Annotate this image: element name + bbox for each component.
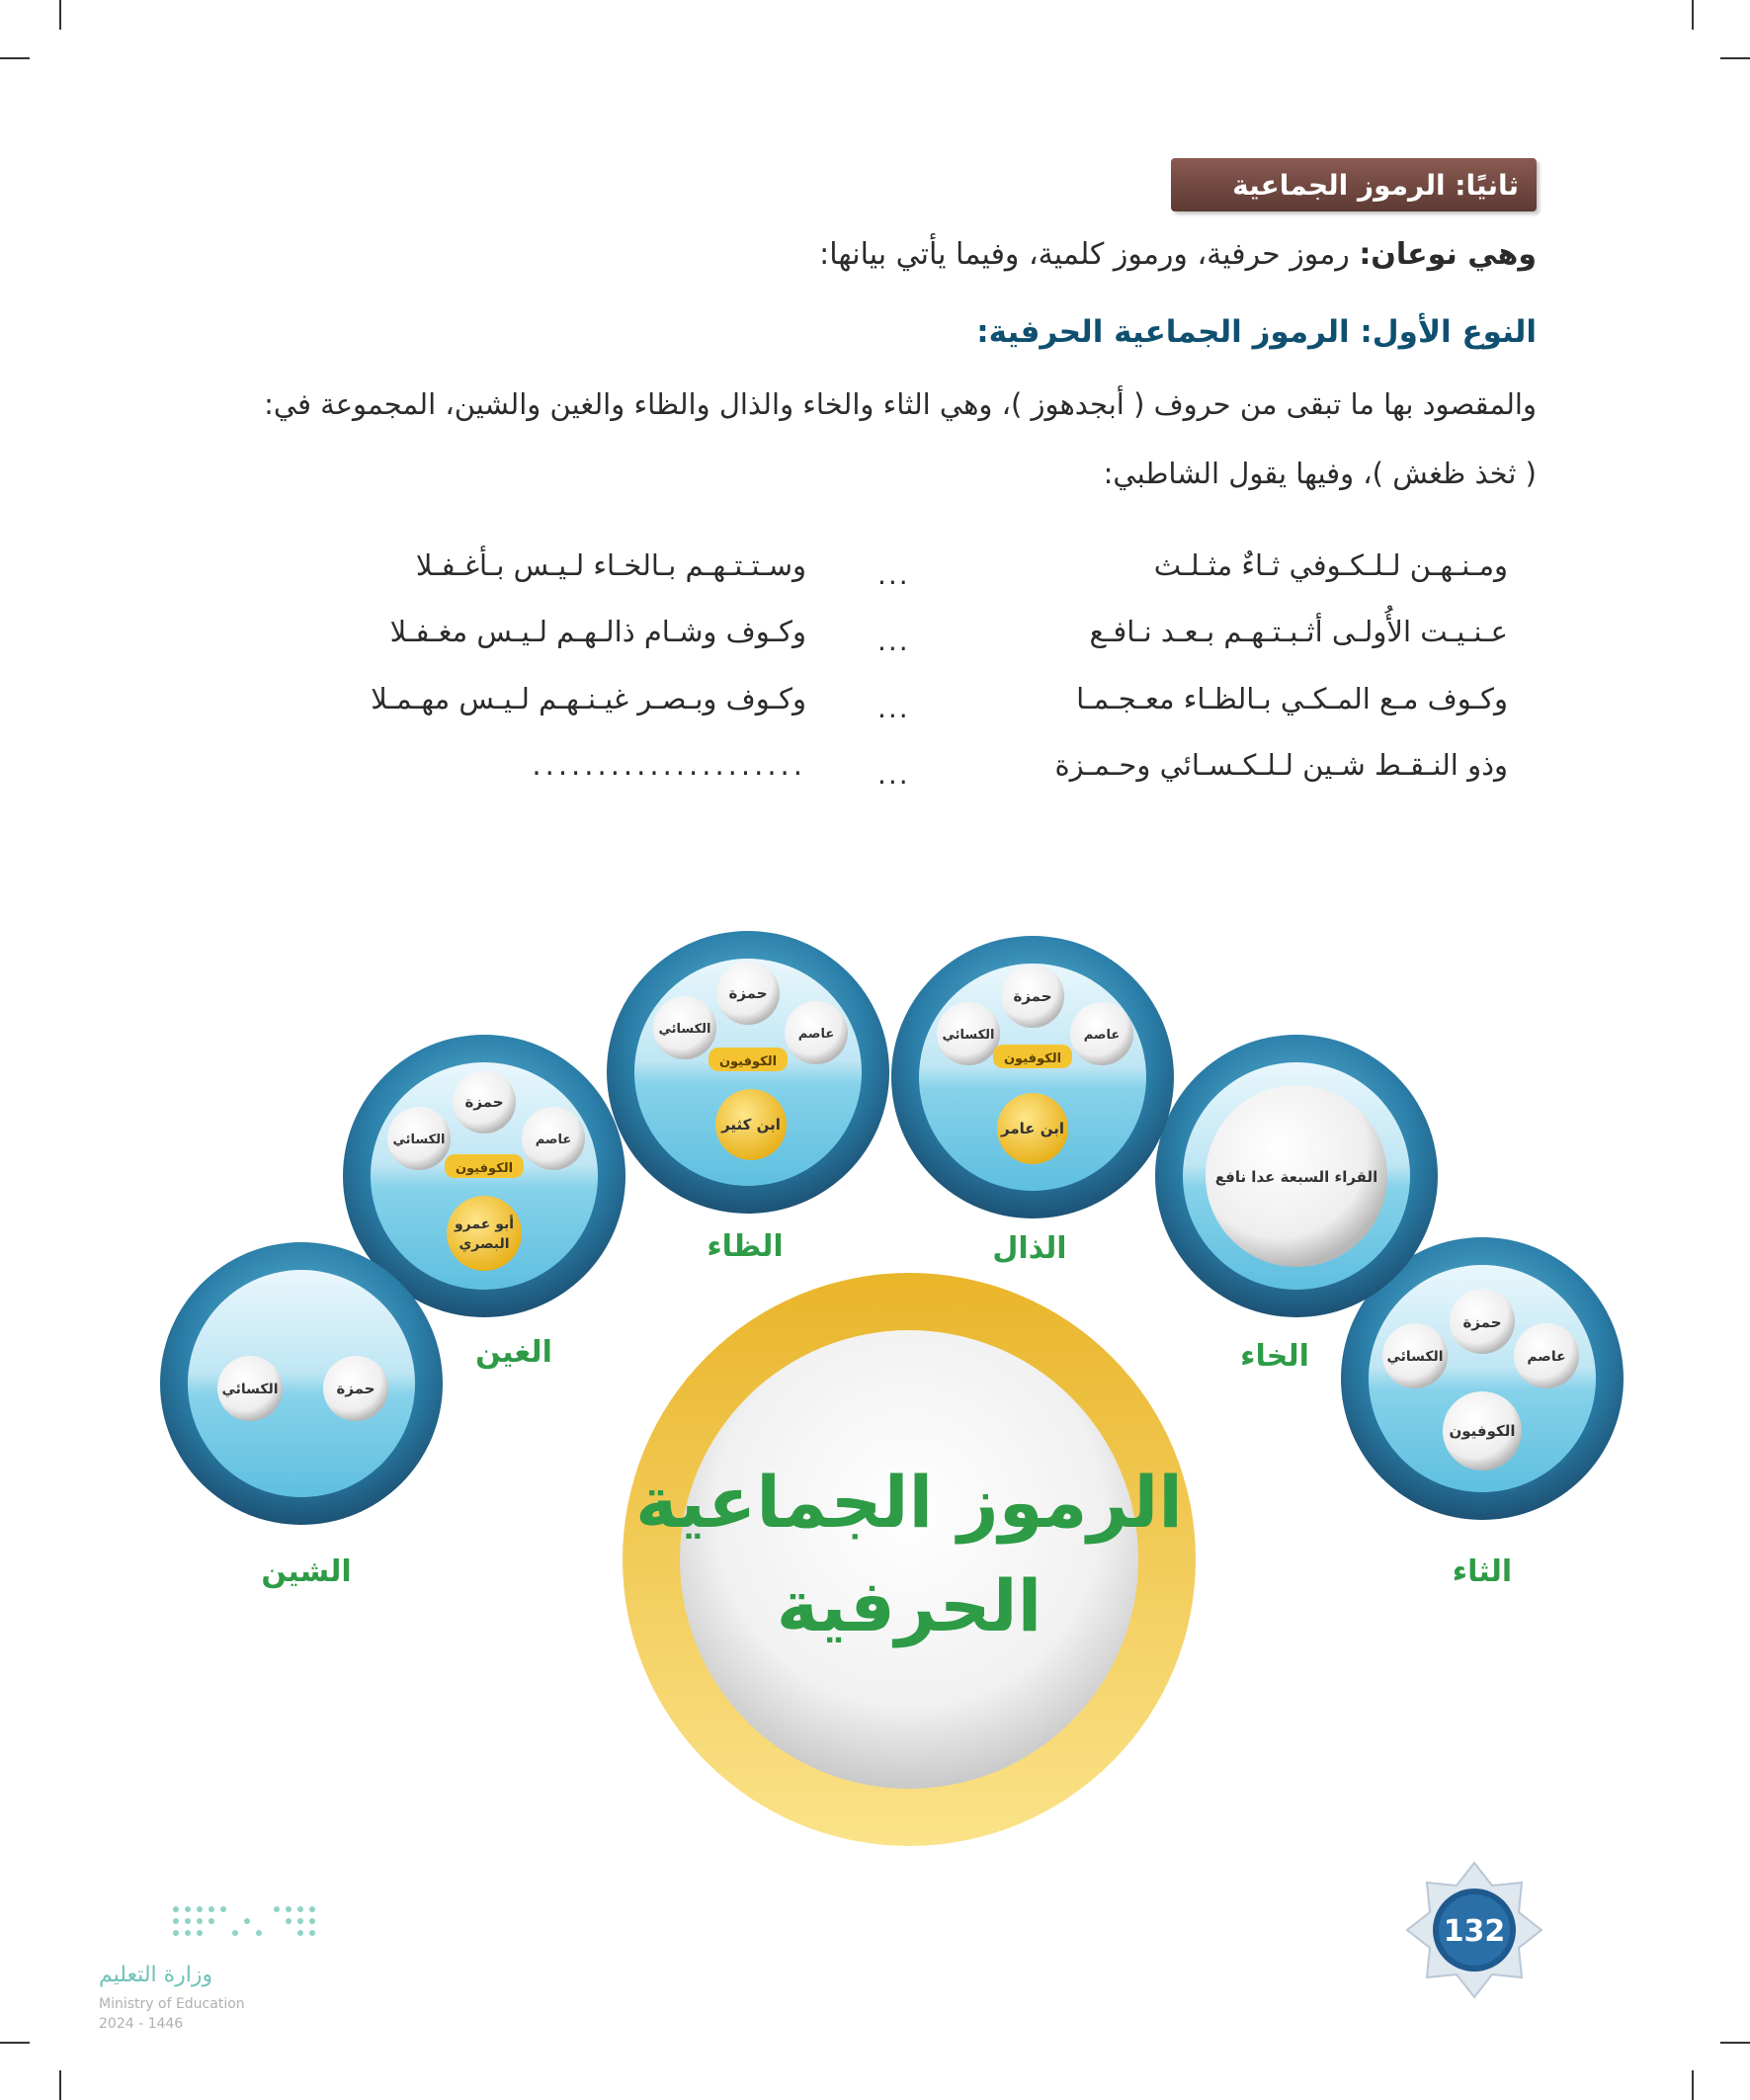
ghain-left: الكسائي <box>392 1133 446 1147</box>
dhal-band: الكوفيون <box>1003 1051 1062 1066</box>
dhal-right: عاصم <box>1083 1028 1121 1043</box>
ghain-bottom-2: البصري <box>458 1236 510 1252</box>
page-number: 132 <box>1443 1914 1506 1949</box>
ghain-right: عاصم <box>535 1133 572 1147</box>
ghain-band: الكوفيون <box>455 1161 514 1176</box>
ministry-year: 2024 - 1446 <box>99 2016 184 2032</box>
dha-band: الكوفيون <box>718 1054 778 1069</box>
ministry-logo-icon <box>173 1906 315 1936</box>
page-number-badge <box>1407 1863 1542 1997</box>
tha-left: الكسائي <box>1386 1349 1444 1365</box>
intro-text: رموز حرفية، ورموز كلمية، وفيما يأتي بيانها: <box>819 237 1360 272</box>
paragraph-line-1: والمقصود بها ما تبقى من حروف ( أبجدهوز )، وهي الثاء والخاء والذال والظاء والغين والشين، المجموعة في: <box>264 387 1537 421</box>
circle-shin <box>160 1242 443 1589</box>
poem-right-3: وكـوف مـع المـكـي بـالظـاء معـجـمـا <box>1076 682 1508 715</box>
ghain-top: حمزة <box>464 1093 504 1111</box>
dhal-bottom: ابن عامر <box>1001 1120 1064 1137</box>
poem-sep-3: ... <box>877 692 910 724</box>
dha-top: حمزة <box>728 984 768 1002</box>
intro-lead: وهي نوعان: <box>1359 237 1537 272</box>
poem-left-3: وكـوف وبـصـر غيـنـهـم لـيـس مهـمـلا <box>371 682 806 715</box>
dhal-left: الكسائي <box>942 1028 995 1043</box>
poem-left-2: وكـوف وشـام ذالـهـم لـيـس مغـفـلا <box>389 615 806 648</box>
dhal-top: حمزة <box>1013 987 1052 1005</box>
circle-dhal <box>891 936 1174 1266</box>
ghain-bottom-1: أبو عمرو <box>454 1217 515 1232</box>
poem-left-4: ..................... <box>532 748 806 782</box>
center-title-1: الرموز الجماعية <box>635 1461 1183 1544</box>
ministry-name-en: Ministry of Education <box>99 1996 245 2012</box>
dha-bottom: ابن كثير <box>721 1116 781 1134</box>
type-heading: النوع الأول: الرموز الجماعية الحرفية: <box>976 314 1537 350</box>
tha-top: حمزة <box>1462 1313 1502 1331</box>
poem-right-1: ومـنـهـن لـلـكـوفي ثـاءٌ مثـلـث <box>1153 548 1508 582</box>
poem-sep-1: ... <box>877 558 910 591</box>
poem-sep-4: ... <box>877 758 910 791</box>
circle-tha <box>1341 1237 1624 1589</box>
center-circle <box>623 1273 1196 1846</box>
kha-label: الخاء <box>1240 1339 1309 1374</box>
tha-bottom: الكوفيون <box>1449 1422 1516 1440</box>
poem-left-1: وسـتـتـهـم بـالخـاء لـيـس بـأغـفـلا <box>415 548 806 582</box>
center-title-2: الحرفية <box>776 1564 1042 1647</box>
dha-right: عاصم <box>797 1027 835 1042</box>
paragraph-line-2: ( ثخذ ظغش )، وفيها يقول الشاطبي: <box>1103 457 1537 490</box>
poem-sep-2: ... <box>877 625 910 657</box>
shin-right: حمزة <box>336 1380 375 1397</box>
tha-label: الثاء <box>1452 1554 1513 1589</box>
circle-dha <box>607 931 889 1264</box>
dhal-label: الذال <box>992 1231 1067 1266</box>
section-title-text: ثانيًا: الرموز الجماعية <box>1232 168 1519 202</box>
shin-label: الشين <box>261 1554 352 1589</box>
tha-right: عاصم <box>1527 1349 1566 1365</box>
dha-label: الظاء <box>707 1229 784 1264</box>
ministry-name-ar: وزارة التعليم <box>99 1963 213 1987</box>
kha-text: القراء السبعة عدا نافع <box>1214 1168 1378 1186</box>
poem-right-4: وذو النـقـط شـين لـلـكـسـائي وحـمـزة <box>1054 748 1508 782</box>
poem-right-2: عـنـيـت الأُولـى أثـبـتـهـم بـعـد نـافـع <box>1089 615 1508 648</box>
ghain-label: الغين <box>475 1335 552 1370</box>
dha-left: الكسائي <box>658 1022 711 1037</box>
shin-left: الكسائي <box>221 1382 279 1397</box>
